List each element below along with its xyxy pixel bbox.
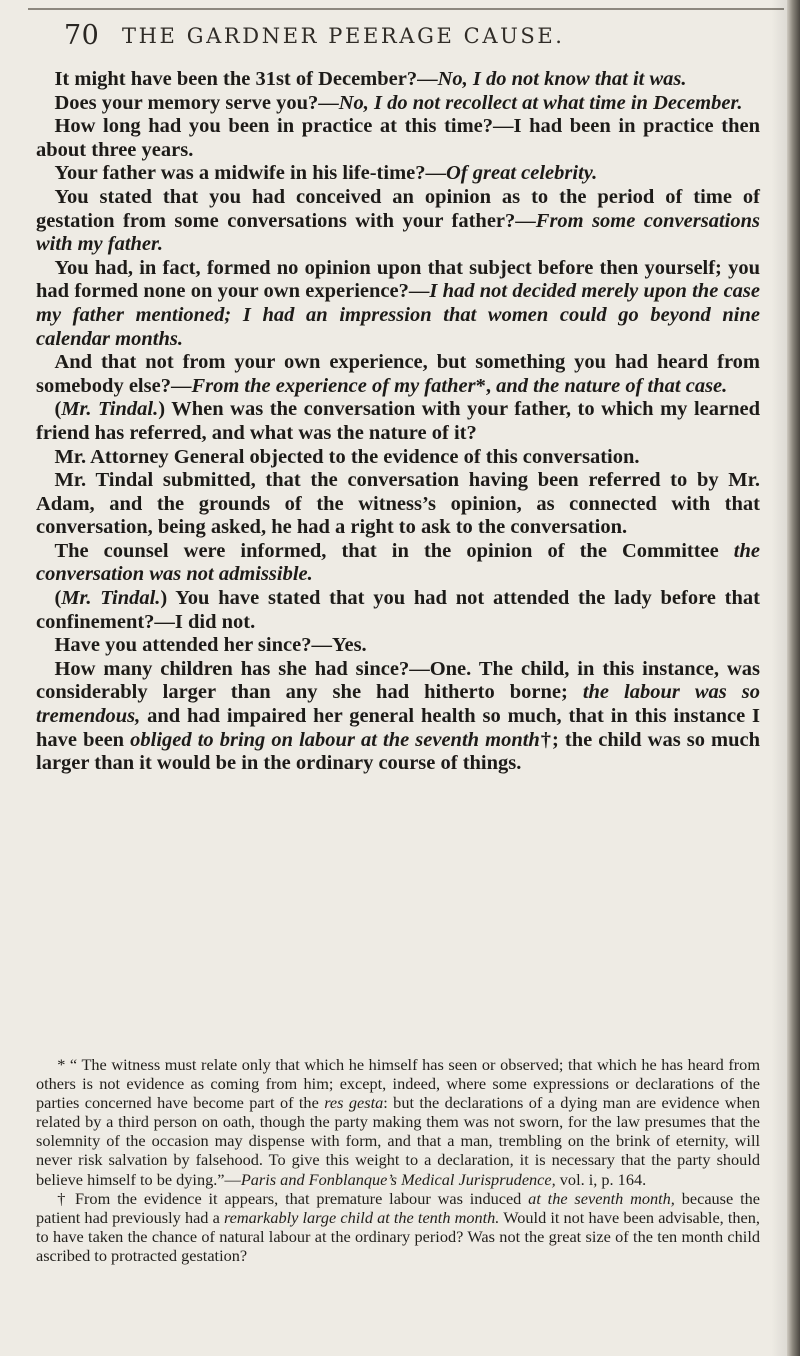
speaker-name: Mr. Tindal.	[61, 398, 159, 421]
footnote-text: vol. i, p. 164.	[555, 1169, 647, 1189]
question-text: Does your memory serve you?—	[54, 91, 339, 114]
paragraph	[36, 634, 760, 658]
page-edge	[787, 0, 800, 1356]
answer-text: From some conversations with my father.	[36, 209, 760, 256]
question-text: You had, in fact, formed no opinion upon that subject before then yourself; you had formed none on your own experience?—	[36, 256, 760, 303]
paragraph	[36, 446, 760, 470]
footnote-marker: *,	[475, 374, 497, 397]
answer-text: Of great celebrity.	[446, 162, 598, 185]
question-text: When was the conversation with your father, to which my learned friend has referred, and what was the nature of it?	[36, 398, 760, 444]
paragraph	[36, 68, 760, 92]
page-top-rule	[28, 8, 784, 10]
footnote-text: † From the evidence it appears, that premature labour was induced	[57, 1188, 529, 1208]
footnote-text: * “ The witness must relate only that which he himself has seen or observed; that which he has heard from others is not evidence as coming from him; except, indeed, where some expressions or declarations of the parties concerned have become part of the	[36, 1055, 760, 1113]
page-edge-shadow	[771, 0, 787, 1356]
page-header	[64, 16, 764, 56]
answer-emphasis: the labour was so tremendous,	[36, 681, 760, 728]
footnote-emphasis: at the seventh month,	[528, 1188, 675, 1208]
footnote	[36, 1055, 760, 1189]
question-text: And that not from your own experience, but something you had heard from somebody else?—	[36, 351, 760, 397]
answer-text: the child was so much larger than it would be in the ordinary course of things.	[36, 728, 761, 775]
page-number: 70	[64, 20, 100, 51]
paragraph	[36, 469, 760, 540]
answer-text: and the nature of that case.	[496, 374, 728, 397]
question-answer-text: Have you attended her since?—Yes.	[54, 634, 367, 657]
answer-text: No, I do not recollect at what time in December.	[338, 91, 743, 114]
paragraph	[36, 92, 760, 116]
paragraph	[36, 115, 760, 162]
paragraph	[36, 186, 760, 257]
question-answer-text: You have stated that you had not attended the lady before that confinement?—I did not.	[36, 587, 760, 633]
paragraph: (Mr. Tindal.) You have stated that you had not attended the lady before that confinement?—I did not.	[36, 587, 760, 633]
procedural-note: Mr. Attorney General objected to the evidence of this conversation.	[54, 445, 640, 468]
question-answer-text: How long had you been in practice at this time?—I had been in practice then about three years.	[36, 115, 760, 161]
question-text: Your father was a midwife in his life-time?—	[54, 162, 446, 185]
footnote-emphasis: remarkably large child at the tenth month.	[223, 1207, 500, 1227]
paragraph	[36, 257, 760, 351]
speaker-name: Mr. Tindal.	[61, 587, 161, 610]
answer-text: No, I do not know that it was.	[437, 68, 687, 90]
footnotes	[36, 1055, 760, 1265]
footnote-text: Would it not have been advisable, then, to have taken the chance of natural labour at the ordinary period? Was not the great size of the ten month child ascribed to protracted gestation?	[36, 1207, 760, 1265]
answer-text: and had impaired her general health so much, that in this instance I have been	[36, 705, 760, 751]
question-answer-text: How many children has she had since?—One. The child, in this instance, was considerably larger than any she had hitherto borne;	[36, 657, 760, 704]
footnote-citation: Paris and Fonblanque’s Medical Jurisprudence,	[240, 1169, 556, 1189]
footnote-emphasis: res gesta	[324, 1093, 384, 1113]
paragraph	[36, 658, 760, 776]
paragraph	[36, 162, 760, 186]
running-head: THE GARDNER PEERAGE CAUSE.	[122, 24, 565, 48]
ruling-text: the conversation was not admissible.	[36, 539, 760, 586]
answer-text: I had not decided merely upon the case my father mentioned; I had an impression that women could go beyond nine calendar months.	[36, 280, 760, 350]
testimony-text	[36, 68, 760, 776]
paragraph	[36, 351, 760, 398]
procedural-note: Mr. Tindal submitted, that the conversation having been referred to by Mr. Adam, and the grounds of the witness’s opinion, as connected with that conversation, being asked, he had a right to ask to the conversation.	[36, 469, 760, 539]
question-text: You stated that you had conceived an opinion as to the period of time of gestation from some conversations with your father?—	[36, 185, 760, 232]
paragraph	[36, 540, 760, 587]
answer-emphasis: obliged to bring on labour at the seventh month	[130, 728, 540, 751]
paragraph: (Mr. Tindal.) When was the conversation with your father, to which my learned friend has referred, and what was the nature of it?	[36, 398, 760, 444]
footnote-marker: †;	[539, 728, 565, 751]
footnote	[36, 1189, 760, 1265]
question-text: It might have been the 31st of December?—	[54, 68, 438, 90]
procedural-note: The counsel were informed, that in the opinion of the Committee	[54, 539, 734, 562]
footnote-text: : but the declarations of a dying man are evidence when related by a third person on oath, though the party making them was not sworn, for the law presumes that the solemnity of the occasion may dispense with form, and that a man, trembling on the brink of eternity, will never risk salvation by falsehood. To give this weight to a declaration, it is necessary that the party should believe himself to be dying.”—	[36, 1093, 761, 1189]
footnote-text: because the patient had previously had a	[36, 1188, 760, 1227]
answer-text: From the experience of my father	[191, 374, 476, 397]
